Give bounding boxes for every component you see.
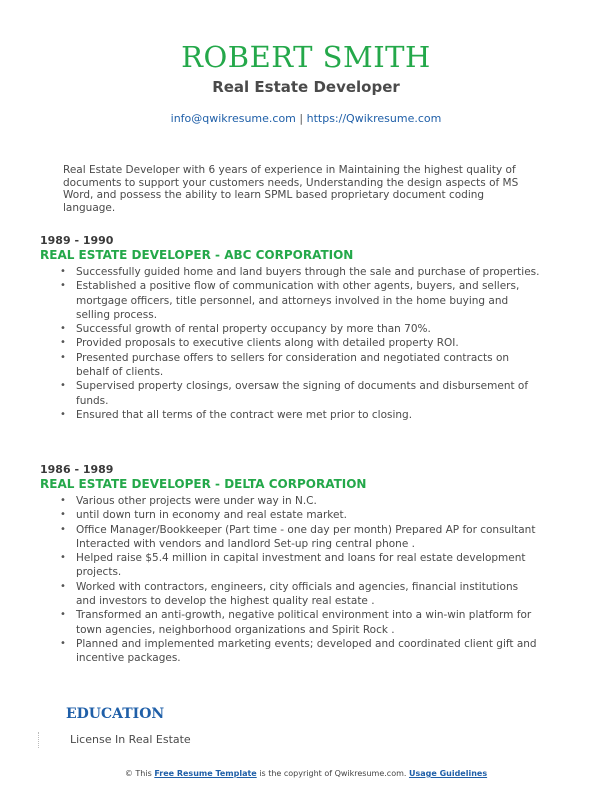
job-bullet: • Helped raise $5.4 million in capital investment and loans for real estate development projects. (60, 552, 526, 579)
bullet-icon: • (60, 552, 66, 564)
job-bullet-list (40, 265, 540, 422)
education-heading: EDUCATION (66, 706, 165, 722)
job-bullet: • Established a positive flow of communication with other agents, buyers, and sellers, mortgage officers, title personnel, and attorneys involved in the home buying and selling process. (60, 280, 520, 321)
bullet-icon: • (60, 609, 66, 621)
usage-guidelines-link[interactable]: Usage Guidelines (408, 769, 488, 778)
job-bullet: • Office Manager/Bookkeeper (Part time - one day per month) Prepared AP for consultant Interacted with vendors and landlord Set-up ring central phone . (60, 523, 536, 550)
job-bullet: • Supervised property closings, oversaw the signing of documents and disbursement of funds. (60, 380, 529, 407)
bullet-icon: • (60, 637, 66, 649)
bullet-icon: • (60, 408, 66, 420)
footer-prefix: © This (124, 769, 152, 778)
job-bullet: • Worked with contractors, engineers, city officials and agencies, financial institutions and investors to develop the highest quality real estate . (60, 580, 519, 608)
bullet-icon: • (60, 337, 66, 349)
job-entry (40, 464, 540, 666)
job-bullet: • Planned and implemented marketing events; developed and coordinated client gift and incentive packages. (60, 637, 537, 665)
job-dates: 1989 - 1990 (40, 234, 114, 247)
job-bullet: • Various other projects were under way in N.C. (60, 495, 317, 507)
job-bullet: • Ensured that all terms of the contract were met prior to closing. (60, 408, 413, 421)
bullet-icon: • (60, 523, 66, 535)
bullet-icon: • (60, 323, 66, 335)
summary-paragraph: Real Estate Developer with 6 years of experience in Maintaining the highest quality of documents to support your customers needs, Understanding the design aspects of MS Word, and possess the ability to learn SPML based proprietary document coding language. (63, 164, 519, 214)
copyright-footer (0, 769, 612, 778)
website-link[interactable]: https://Qwikresume.com (306, 112, 442, 125)
footer-middle: is the copyright of Qwikresume.com. (259, 769, 407, 778)
bullet-icon: • (60, 380, 66, 392)
contact-separator: | (299, 112, 304, 125)
free-resume-template-link[interactable]: Free Resume Template (154, 769, 257, 778)
job-title: REAL ESTATE DEVELOPER - DELTA CORPORATION (40, 477, 367, 491)
contact-line (0, 112, 612, 125)
job-bullet: • Transformed an anti-growth, negative political environment into a win-win platform for town agencies, neighborhood organizations and Spirit Rock . (60, 609, 532, 636)
bullet-icon: • (60, 351, 66, 363)
education-item: License In Real Estate (70, 733, 191, 746)
bullet-icon: • (60, 509, 66, 521)
candidate-title: Real Estate Developer (212, 78, 400, 96)
job-bullet: • Successfully guided home and land buyers through the sale and purchase of properties. (60, 266, 540, 278)
job-bullet: • Successful growth of rental property occupancy by more than 70%. (60, 323, 431, 336)
candidate-name: ROBERT SMITH (181, 40, 431, 74)
job-dates: 1986 - 1989 (40, 463, 114, 476)
job-entry (40, 235, 540, 422)
bullet-icon: • (60, 266, 66, 277)
bullet-icon: • (60, 495, 66, 506)
email-link[interactable]: info@qwikresume.com (170, 112, 296, 125)
job-bullet: • Provided proposals to executive clients along with detailed property ROI. (60, 337, 459, 350)
bullet-icon: • (60, 280, 66, 292)
job-bullet: • Presented purchase offers to sellers for consideration and negotiated contracts on behalf of clients. (60, 351, 510, 379)
job-title: REAL ESTATE DEVELOPER - ABC CORPORATION (40, 248, 354, 262)
bullet-icon: • (60, 580, 66, 592)
job-bullet-list (40, 494, 540, 666)
job-bullet: • until down turn in economy and real estate market. (60, 509, 347, 522)
education-divider (38, 732, 39, 748)
